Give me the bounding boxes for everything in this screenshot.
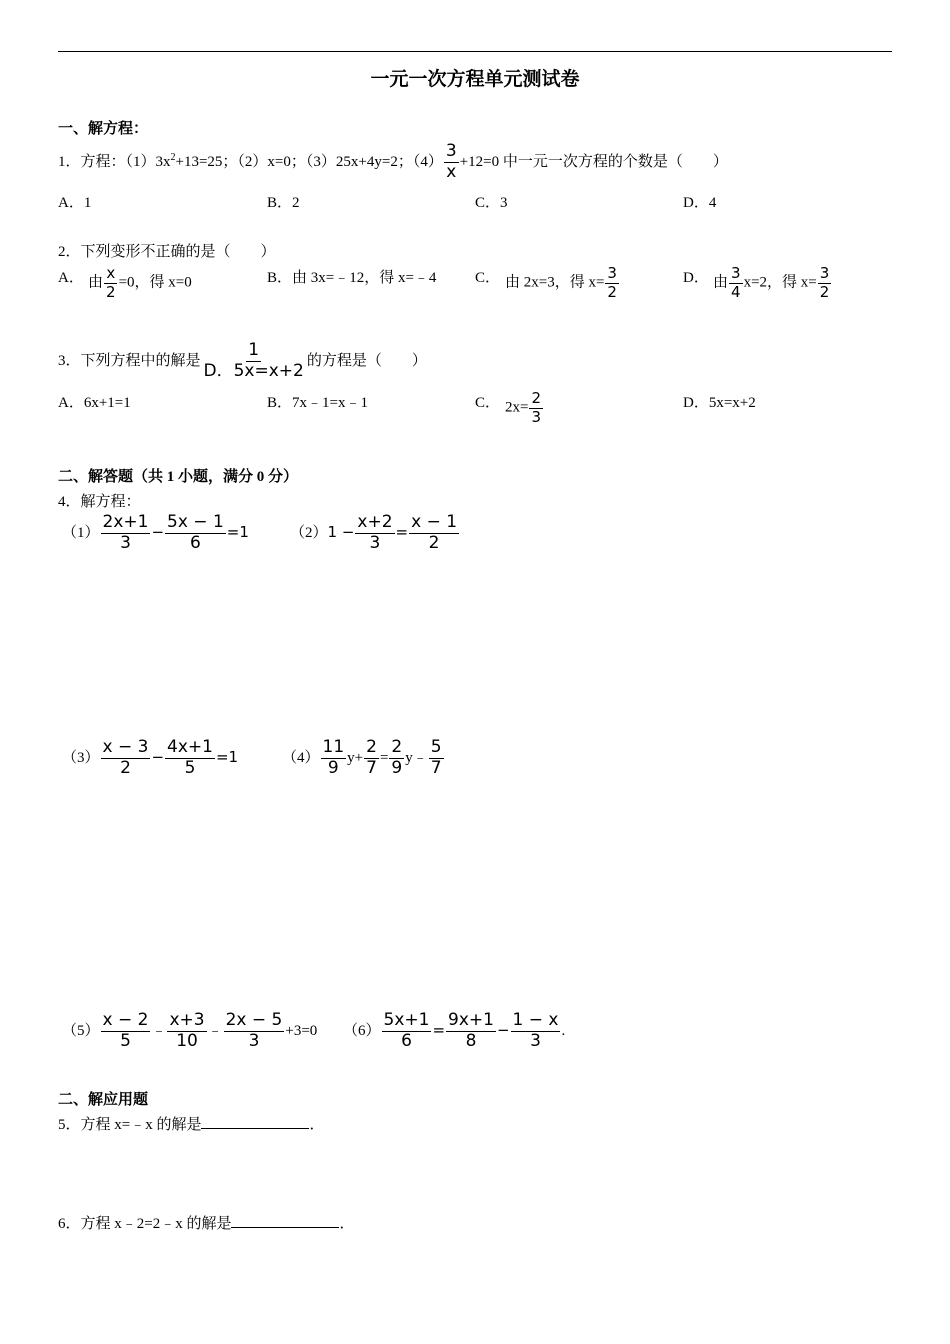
eq4-term-1: y+ <box>347 749 364 766</box>
question-4: 4．解方程： <box>58 494 141 510</box>
q2-d-fraction-1 <box>729 266 743 301</box>
q3-c-fraction <box>529 391 543 426</box>
q2-option-c-label: C． <box>475 270 501 286</box>
denominator: 6 <box>189 532 201 553</box>
q2-c-fraction <box>605 266 619 301</box>
eq4-label: （4） <box>282 749 320 766</box>
eq6-tail: . <box>561 1022 566 1039</box>
section-heading-3: 二、解应用题 <box>58 1092 149 1108</box>
q1-tail: +12=0 中一元一次方程的个数是（ ） <box>459 153 728 170</box>
denominator: 4 <box>731 282 741 301</box>
eq4-fraction-3 <box>389 739 404 778</box>
denominator: 10 <box>176 1030 198 1051</box>
q3-option-d: D．5x=x+2 <box>683 395 756 411</box>
numerator: 3 <box>731 264 741 282</box>
q1-option-a: A．1 <box>58 195 92 211</box>
q1-option-c: C．3 <box>475 195 508 211</box>
numerator: 11 <box>322 737 345 757</box>
q3-fraction <box>202 342 306 381</box>
q5-text: 5．方程 x=﹣x 的解是 <box>58 1117 202 1133</box>
denominator: 5 <box>184 757 196 778</box>
numerator: 9x+1 <box>448 1010 494 1030</box>
denominator: 2 <box>819 282 830 301</box>
eq3-fraction-1 <box>101 739 151 778</box>
q2-a-post: =0，得 x=0 <box>118 274 192 291</box>
eq6-fraction-3 <box>511 1012 561 1051</box>
denominator: 9 <box>391 757 403 778</box>
numerator: x − 2 <box>102 1010 149 1030</box>
q6-text: 6．方程 x﹣2=2﹣x 的解是 <box>58 1216 232 1232</box>
q6-period: ． <box>339 1216 355 1232</box>
q2-option-a <box>88 266 192 301</box>
eq1-fraction-2 <box>165 514 226 553</box>
denominator: 2 <box>120 757 131 778</box>
denominator: 3 <box>531 407 542 426</box>
numerator: x+2 <box>357 512 393 532</box>
q2-option-d-label: D． <box>683 270 709 286</box>
question-6 <box>58 1212 354 1233</box>
numerator: 1 <box>248 340 260 360</box>
numerator: 2x − 5 <box>225 1010 283 1030</box>
q2-a-fraction <box>104 266 118 301</box>
q2-c-pre: 由 2x=3，得 x= <box>505 274 605 291</box>
denominator: 7 <box>430 757 442 778</box>
denominator: 3 <box>530 1030 541 1051</box>
eq1-tail: =1 <box>226 522 249 541</box>
numerator: 2 <box>531 389 542 407</box>
denominator: 3 <box>248 1030 260 1051</box>
q1-mid: +13=25；（2）x=0；（3）25x+4y=2；（4） <box>175 153 443 170</box>
eq3-label: （3） <box>62 749 100 766</box>
numerator: 3 <box>819 264 830 282</box>
q1-exponent: 2 <box>170 151 176 163</box>
equation-1 <box>62 514 249 553</box>
denominator: 3 <box>369 532 381 553</box>
numerator: 5 <box>430 737 442 757</box>
equation-2 <box>290 514 460 553</box>
denominator: D．5x=x+2 <box>203 360 304 381</box>
eq5-operator-1: ﹣ <box>151 1022 167 1039</box>
eq5-fraction-2 <box>167 1012 206 1051</box>
eq1-operator: − <box>151 522 165 541</box>
eq3-fraction-2 <box>165 739 215 778</box>
q3-option-b: B．7x﹣1=x﹣1 <box>267 395 368 411</box>
equation-4 <box>282 739 445 778</box>
q3-post: 的方程是（ ） <box>306 352 427 369</box>
q5-period: ． <box>309 1117 325 1133</box>
q2-a-pre: 由 <box>88 274 104 291</box>
numerator: x − 3 <box>102 737 149 757</box>
q2-option-c <box>505 266 620 301</box>
q3-option-c <box>505 391 544 426</box>
eq2-label: （2） <box>290 524 328 541</box>
eq5-operator-2: ﹣ <box>207 1022 223 1039</box>
question-5 <box>58 1113 324 1134</box>
eq1-fraction-1 <box>101 514 151 553</box>
equation-3 <box>62 739 238 778</box>
eq4-fraction-1 <box>321 739 347 778</box>
q1-fraction <box>444 143 459 182</box>
equation-6 <box>343 1012 565 1051</box>
eq6-fraction-2 <box>446 1012 496 1051</box>
eq3-operator: − <box>151 747 165 766</box>
eq5-fraction-3 <box>224 1012 285 1051</box>
eq5-tail: +3=0 <box>285 1022 318 1039</box>
numerator: x − 1 <box>411 512 458 532</box>
eq6-label: （6） <box>343 1022 381 1039</box>
numerator: 2 <box>391 737 403 757</box>
question-1 <box>58 143 728 182</box>
q1-option-b: B．2 <box>267 195 300 211</box>
numerator: 2 <box>366 737 377 757</box>
denominator: 2 <box>607 282 617 301</box>
numerator: 2x+1 <box>102 512 149 532</box>
eq3-tail: =1 <box>215 747 239 766</box>
denominator: 3 <box>120 532 131 553</box>
eq4-equals: = <box>379 749 389 766</box>
denominator: 6 <box>401 1030 412 1051</box>
section-heading-1: 一、解方程： <box>58 121 149 137</box>
eq2-fraction-2 <box>409 514 459 553</box>
q3-option-a: A．6x+1=1 <box>58 395 131 411</box>
numerator: 1 − x <box>512 1010 559 1030</box>
denominator: x <box>446 161 457 182</box>
q2-d-mid: x=2，得 x= <box>743 274 817 291</box>
eq1-label: （1） <box>62 524 100 541</box>
eq2-equals: = <box>395 522 409 541</box>
q2-d-pre: 由 <box>713 274 729 291</box>
eq2-pre: 1 − <box>327 522 355 541</box>
eq4-fraction-4 <box>429 739 444 778</box>
denominator: 2 <box>428 532 440 553</box>
q2-option-b: B．由 3x=﹣12，得 x=﹣4 <box>267 270 437 286</box>
denominator: 2 <box>106 282 116 301</box>
question-3 <box>58 342 427 381</box>
eq4-fraction-2 <box>364 739 379 778</box>
q2-option-d <box>713 266 832 301</box>
denominator: 9 <box>327 757 339 778</box>
numerator: x <box>106 264 116 282</box>
page-title: 一元一次方程单元测试卷 <box>370 69 580 90</box>
q2-d-fraction-2 <box>818 266 832 301</box>
eq6-equals: = <box>432 1020 446 1039</box>
equation-5 <box>62 1012 317 1051</box>
q3-c-pre: 2x= <box>505 399 529 416</box>
denominator: 7 <box>366 757 377 778</box>
numerator: x+3 <box>169 1010 205 1030</box>
question-2: 2．下列变形不正确的是（ ） <box>58 244 276 260</box>
q6-answer-blank[interactable] <box>231 1213 339 1228</box>
numerator: 5x+1 <box>383 1010 430 1030</box>
q3-option-c-label: C． <box>475 395 501 411</box>
numerator: 3 <box>445 141 457 161</box>
numerator: 3 <box>607 264 617 282</box>
eq4-term-2: y﹣ <box>405 749 428 766</box>
denominator: 8 <box>465 1030 477 1051</box>
numerator: 4x+1 <box>167 737 213 757</box>
eq5-fraction-1 <box>101 1012 151 1051</box>
eq2-fraction-1 <box>355 514 394 553</box>
q1-lead: 1．方程：（1）3x <box>58 153 171 170</box>
q5-answer-blank[interactable] <box>201 1114 309 1129</box>
q3-pre: 3．下列方程中的解是 <box>58 352 201 369</box>
q1-option-d: D．4 <box>683 195 717 211</box>
eq6-fraction-1 <box>382 1012 432 1051</box>
eq6-operator: − <box>496 1020 510 1039</box>
header-rule <box>58 51 892 52</box>
numerator: 5x − 1 <box>167 512 224 532</box>
section-heading-2: 二、解答题（共 1 小题，满分 0 分） <box>58 469 299 485</box>
q2-option-a-label: A． <box>58 270 84 286</box>
eq5-label: （5） <box>62 1022 100 1039</box>
denominator: 5 <box>120 1030 131 1051</box>
